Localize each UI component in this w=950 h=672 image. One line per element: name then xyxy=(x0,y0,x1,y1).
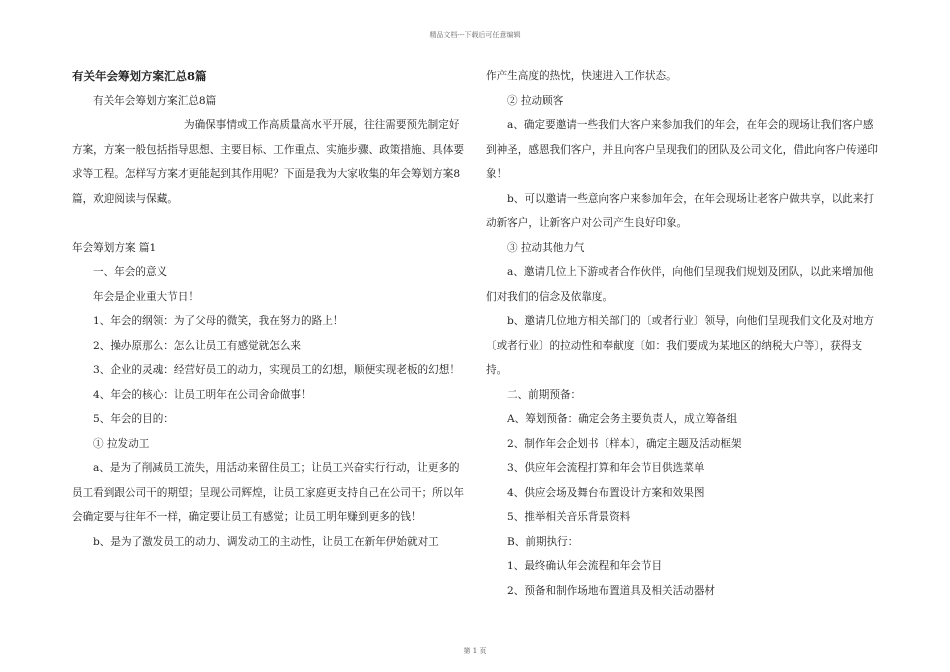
paragraph: 作产生高度的热忱，快速进入工作状态。 xyxy=(486,70,677,82)
paragraph: 4、年会的核心：让员工明年在公司舍命做事！ xyxy=(93,388,312,401)
paragraph: 1、最终确认年会流程和年会节目 xyxy=(507,560,663,572)
paragraph: b、可以邀请一些意向客户来参加年会，在年会现场让老客户做共享，以此来打动新客户，让新客户对公司产生良好印象。 xyxy=(486,192,874,229)
intro-paragraph: 为确保事情或工作高质量高水平开展，往往需要预先制定好方案，方案一般包括指导思想、主要目标、工作重点、实施步骤、政策措施、具体要求等工程。怎样写方案才更能起到其作用呢？下面是我为大家收集的年会筹划方案8篇，欢迎阅读与保藏。 xyxy=(72,119,464,205)
paragraph: a、是为了削减员工流失，用活动来留住员工；让员工兴奋实行行动，让更多的员工看到跟公司干的期望；呈现公司辉煌，让员工家庭更支持自己在公司干；所以年会确定要与往年不一样，确定要让员工有感觉；让员工明年赚到更多的钱！ xyxy=(72,462,464,523)
left-column xyxy=(72,64,464,554)
paragraph: 1、年会的纲领：为了父母的微笑，我在努力的路上！ xyxy=(93,315,344,327)
page-header-note: 精品文档---下载后可任意编辑 xyxy=(429,31,521,39)
document-title: 有关年会筹划方案汇总8篇 xyxy=(72,69,207,83)
paragraph: 3、企业的灵魂：经营好员工的动力，实现员工的幻想，顺便实现老板的幻想！ xyxy=(93,364,460,376)
paragraph: 2、操办原那么：怎么让员工有感觉就怎么来 xyxy=(93,339,302,352)
paragraph: ② 拉动顾客 xyxy=(507,94,564,107)
right-column xyxy=(486,64,878,603)
paragraph: 二、前期预备： xyxy=(507,388,582,401)
page-number: 第 1 页 xyxy=(463,647,487,655)
paragraph: b、是为了激发员工的动力、调发动工的主动性，让员工在新年伊始就对工 xyxy=(93,535,439,548)
paragraph: a、确定要邀请一些我们大客户来参加我们的年会，在年会的现场让我们客户感到神圣，感恩我们客户，并且向客户呈现我们的团队及公司文化，借此向客户传递印象！ xyxy=(486,119,878,180)
paragraph: 2、预备和制作场地布置道具及相关活动器材 xyxy=(507,584,716,597)
paragraph: b、邀请几位地方相关部门的〔或者行业〕领导，向他们呈现我们文化及对地方〔或者行业〕的拉动性和奉献度〔如：我们要成为某地区的纳税大户等〕，获得支持。 xyxy=(486,315,874,376)
paragraph: 一、年会的意义 xyxy=(93,266,168,278)
paragraph: 2、制作年会企划书〔样本〕，确定主题及活动框架 xyxy=(507,437,742,450)
paragraph: ③ 拉动其他力气 xyxy=(507,241,585,254)
paragraph: 年会是企业重大节日！ xyxy=(93,290,199,303)
document-subtitle: 有关年会筹划方案汇总8篇 xyxy=(93,94,217,107)
paragraph: 5、推举相关音乐背景资料 xyxy=(507,511,631,523)
paragraph-gap xyxy=(72,211,464,236)
paragraph: 4、供应会场及舞台布置设计方案和效果图 xyxy=(507,486,705,499)
paragraph: B、前期执行： xyxy=(507,535,579,548)
paragraph: a、邀请几位上下游或者合作伙伴，向他们呈现我们规划及团队，以此来增加他们对我们的信念及依靠度。 xyxy=(486,266,874,303)
paragraph: ① 拉发动工 xyxy=(93,437,150,450)
paragraph: 3、供应年会流程打算和年会节目供选菜单 xyxy=(507,462,705,474)
paragraph: A、筹划预备：确定会务主要负责人，成立筹备组 xyxy=(507,413,738,425)
section-heading: 年会筹划方案 篇1 xyxy=(72,241,157,254)
paragraph: 5、年会的目的： xyxy=(93,413,174,425)
